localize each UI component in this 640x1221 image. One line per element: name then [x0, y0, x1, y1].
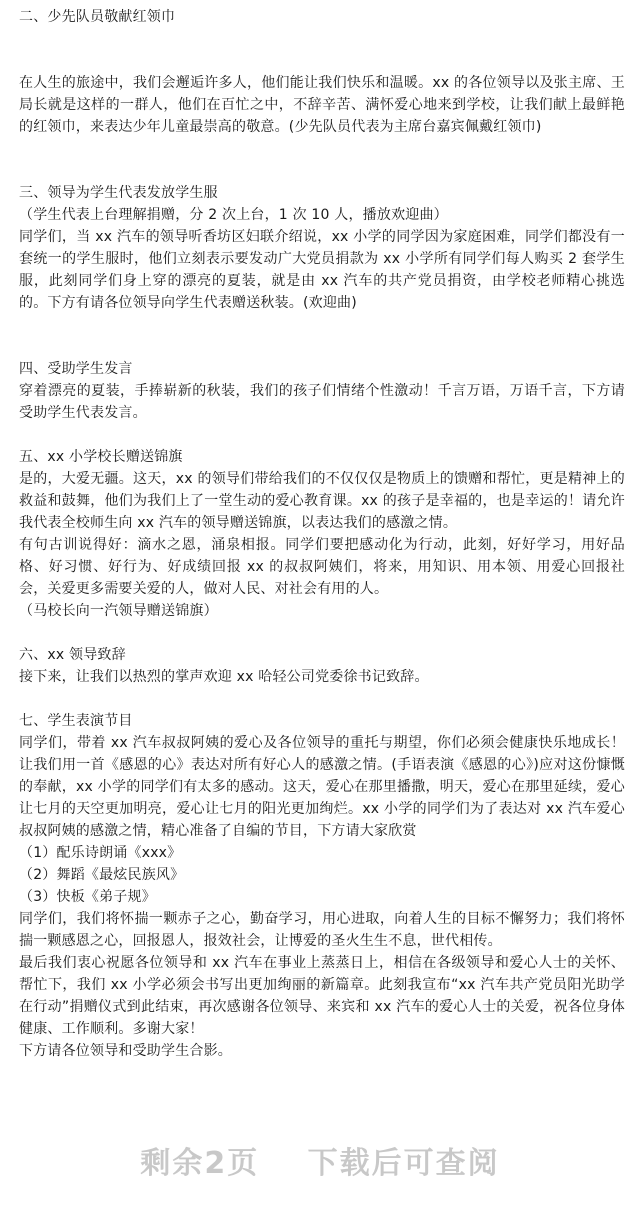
program-item: （1）配乐诗朗诵《xxx》	[19, 845, 182, 861]
section-4-paragraph: 穿着漂亮的夏装，手捧崭新的秋装，我们的孩子们情绪个性激动！千言万语，万语千言，下方请受助学生代表发言。	[19, 383, 625, 421]
section-2-title: 二、少先队员敬献红领巾	[19, 9, 176, 25]
section-3-title: 三、领导为学生代表发放学生服	[19, 185, 218, 201]
download-to-view-label: 下载后可查阅	[307, 1146, 500, 1181]
program-item: （3）快板《弟子规》	[19, 889, 156, 905]
section-4-title: 四、受助学生发言	[19, 361, 133, 377]
program-item: （2）舞蹈《最炫民族风》	[19, 867, 185, 883]
section-3-note: （学生代表上台理解捐赠，分 2 次上台，1 次 10 人，播放欢迎曲）	[19, 207, 448, 223]
section-7-title: 七、学生表演节目	[19, 713, 133, 729]
document-body	[19, 6, 625, 1062]
section-7-paragraph-4: 下方请各位领导和受助学生合影。	[19, 1043, 232, 1059]
section-7-paragraph-2: 同学们，我们将怀揣一颗赤子之心，勤奋学习，用心进取，向着人生的目标不懈努力；我们将怀揣一颗感恩之心，回报恩人，报效社会，让博爱的圣火生生不息，世代相传。	[19, 911, 625, 949]
section-5-title: 五、xx 小学校长赠送锦旗	[19, 449, 183, 465]
section-7-paragraph-1: 同学们，带着 xx 汽车叔叔阿姨的爱心及各位领导的重托与期望，你们必须会健康快乐地成长！让我们用一首《感恩的心》表达对所有好心人的感激之情。(手语表演《感恩的心》)应对这份慷慨的奉献，xx 小学的同学们有太多的感动。这天，爱心在那里播撒，明天，爱心在那里延续，爱心让七月的天空更加明亮，爱心让七月的阳光更加绚烂。xx 小学的同学们为了表达对 xx 汽车爱心叔叔阿姨的感激之情，精心准备了自编的节目，下方请大家欣赏	[19, 735, 625, 839]
download-banner[interactable]	[0, 1138, 640, 1182]
section-3-paragraph: 同学们，当 xx 汽车的领导听香坊区妇联介绍说，xx 小学的同学因为家庭困难，同学们都没有一套统一的学生服时，他们立刻表示要发动广大党员捐款为 xx 小学所有同学们每人购买 2 套学生服，此刻同学们身上穿的漂亮的夏装，就是由 xx 汽车的共产党员捐资，由学校老师精心挑选的。下方有请各位领导向学生代表赠送秋装。(欢迎曲)	[19, 229, 625, 311]
section-7-paragraph-3: 最后我们衷心祝愿各位领导和 xx 汽车在事业上蒸蒸日上，相信在各级领导和爱心人士的关怀、帮忙下，我们 xx 小学必须会书写出更加绚丽的新篇章。此刻我宣布“xx 汽车共产党员阳光助学在行动”捐赠仪式到此结束，再次感谢各位领导、来宾和 xx 汽车的爱心人士的关爱，祝各位身体健康、工作顺利。多谢大家！	[19, 955, 625, 1037]
section-5-note: （马校长向一汽领导赠送锦旗）	[19, 603, 218, 619]
section-2-paragraph: 在人生的旅途中，我们会邂逅许多人，他们能让我们快乐和温暖。xx 的各位领导以及张主席、王局长就是这样的一群人，他们在百忙之中，不辞辛苦、满怀爱心地来到学校，让我们献上最鲜艳的红领巾，来表达少年儿童最崇高的敬意。(少先队员代表为主席台嘉宾佩戴红领巾)	[19, 75, 625, 135]
remaining-pages-label: 剩余2页	[140, 1146, 260, 1181]
section-5-paragraph-2: 有句古训说得好：滴水之恩，涌泉相报。同学们要把感动化为行动，此刻，好好学习，用好品格、好习惯、好行为、好成绩回报 xx 的叔叔阿姨们，将来，用知识、用本领、用爱心回报社会，关爱更多需要关爱的人，做对人民、对社会有用的人。	[19, 537, 625, 597]
section-6-title: 六、xx 领导致辞	[19, 647, 126, 663]
section-5-paragraph-1: 是的，大爱无疆。这天，xx 的领导们带给我们的不仅仅仅是物质上的馈赠和帮忙，更是精神上的救益和鼓舞，他们为我们上了一堂生动的爱心教育课。xx 的孩子是幸福的，也是幸运的！请允许我代表全校师生向 xx 汽车的领导赠送锦旗，以表达我们的感激之情。	[19, 471, 625, 531]
section-6-paragraph: 接下来，让我们以热烈的掌声欢迎 xx 哈轻公司党委徐书记致辞。	[19, 669, 429, 685]
